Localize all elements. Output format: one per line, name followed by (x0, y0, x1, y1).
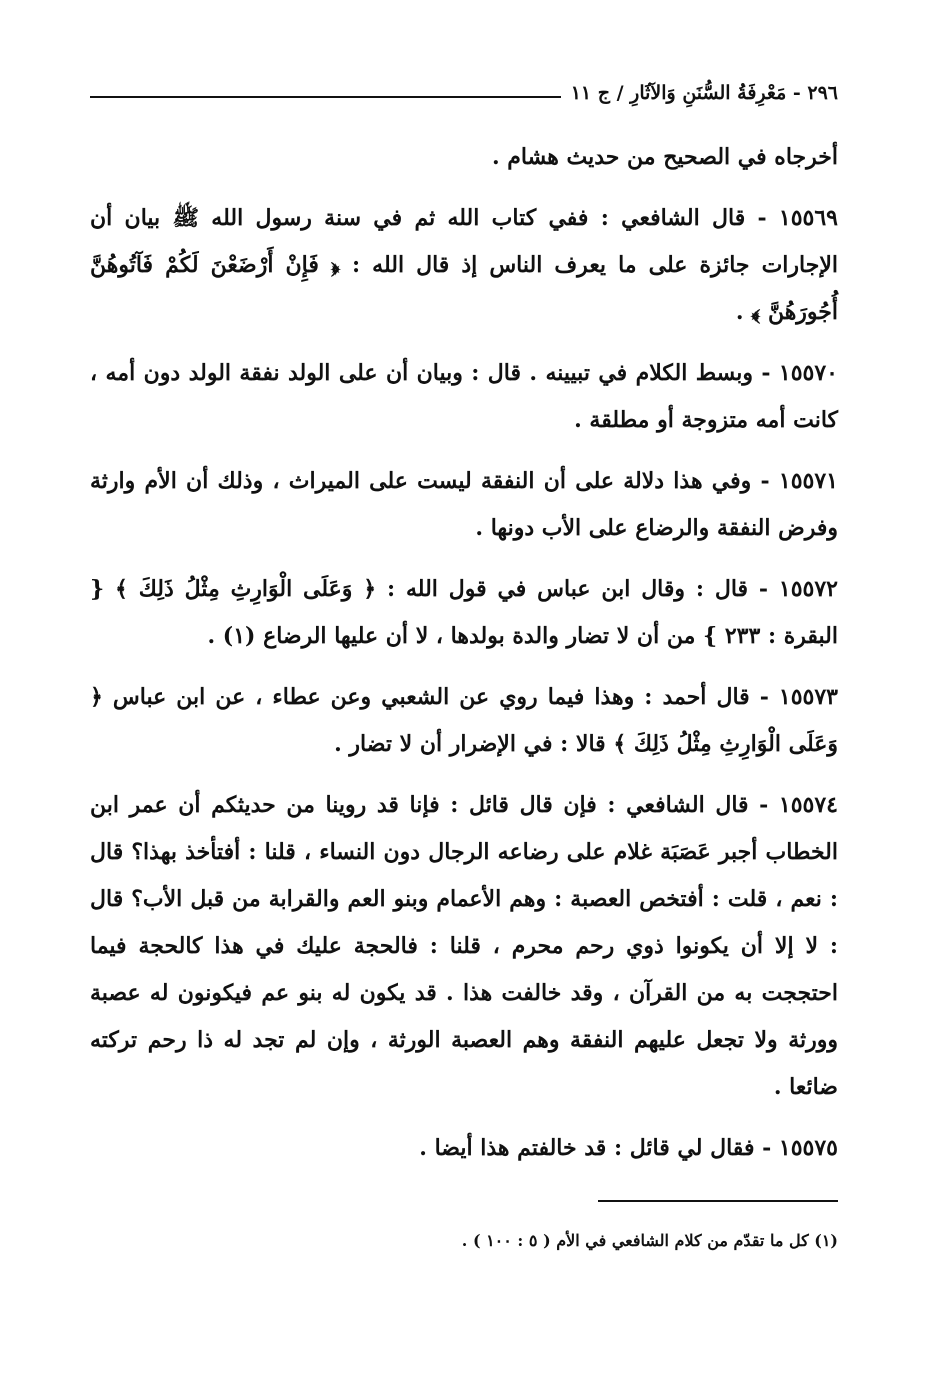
paragraph-15571: ١٥٥٧١ - وفي هذا دلالة على أن النفقة ليست على الميراث ، وذلك أن الأم وارثة وفرض النفقة والرضاع على الأب دونها . (90, 468, 838, 541)
header-rule (90, 96, 561, 98)
paragraph-15570: ١٥٥٧٠ - وبسط الكلام في تبيينه . قال : وبيان أن على الولد نفقة الولد دون أمه ، كانت أمه متزوجة أو مطلقة . (90, 360, 838, 433)
paragraph-15569: ١٥٥٦٩ - قال الشافعي : ففي كتاب الله ثم في سنة رسول الله ﷺ بيان أن الإجارات جائزة على ما يعرف الناس إذ قال الله : ﴿ فَإِنْ أَرْضَعْنَ لَكُمْ فَآتُوهُنَّ أُجُورَهُنَّ ﴾ . (90, 205, 838, 325)
paragraph-15575: ١٥٥٧٥ - فقال لي قائل : قد خالفتم هذا أيضا . (419, 1135, 838, 1161)
running-head: ٢٩٦ - مَعْرِفَةُ السُّنَنِ وَالآثَارِ / ج ١١ (570, 82, 838, 104)
paragraph-15572: ١٥٥٧٢ - قال : وقال ابن عباس في قول الله : ﴿ وَعَلَى الْوَارِثِ مِثْلُ ذَلِكَ ﴾ { البقرة : ٢٣٣ } من أن لا تضار والدة بولدها ، لا أن عليها الرضاع (١) . (90, 576, 838, 649)
paragraph-15573: ١٥٥٧٣ - قال أحمد : وهذا فيما روي عن الشعبي وعن عطاء ، عن ابن عباس ﴿ وَعَلَى الْوَارِثِ مِثْلُ ذَلِكَ ﴾ قالا : في الإضرار أن لا تضار . (90, 684, 838, 757)
footnote-rule (598, 1200, 838, 1202)
footnote: (١) كل ما تقدّم من كلام الشافعي في الأم ( ٥ : ١٠٠ ) . (461, 1231, 838, 1250)
paragraph-15574: ١٥٥٧٤ - قال الشافعي : فإن قال قائل : فإنا قد روينا من حديثكم أن عمر ابن الخطاب أجبر عَصَبَة غلام على رضاعه الرجال دون النساء ، قلنا : أفتأخذ بهذا؟ قال : نعم ، قلت : أفتخص العصبة : وهم الأعمام وبنو العم والقرابة من قبل الأب؟ قال : لا إلا أن يكونوا ذوي رحم محرم ، قلنا : فالحجة عليك في هذا كالحجة فيما احتججت به من القرآن ، وقد خالفت هذا . قد يكون له بنو عم فيكونون له عصبة وورثة ولا تجعل عليهم النفقة وهم العصبة الورثة ، وإن لم تجد له ذا رحم تركته ضائعا . (90, 792, 838, 1100)
paragraph-intro: أخرجاه في الصحيح من حديث هشام . (491, 144, 838, 170)
page-header (90, 70, 838, 104)
book-page (90, 70, 838, 1256)
